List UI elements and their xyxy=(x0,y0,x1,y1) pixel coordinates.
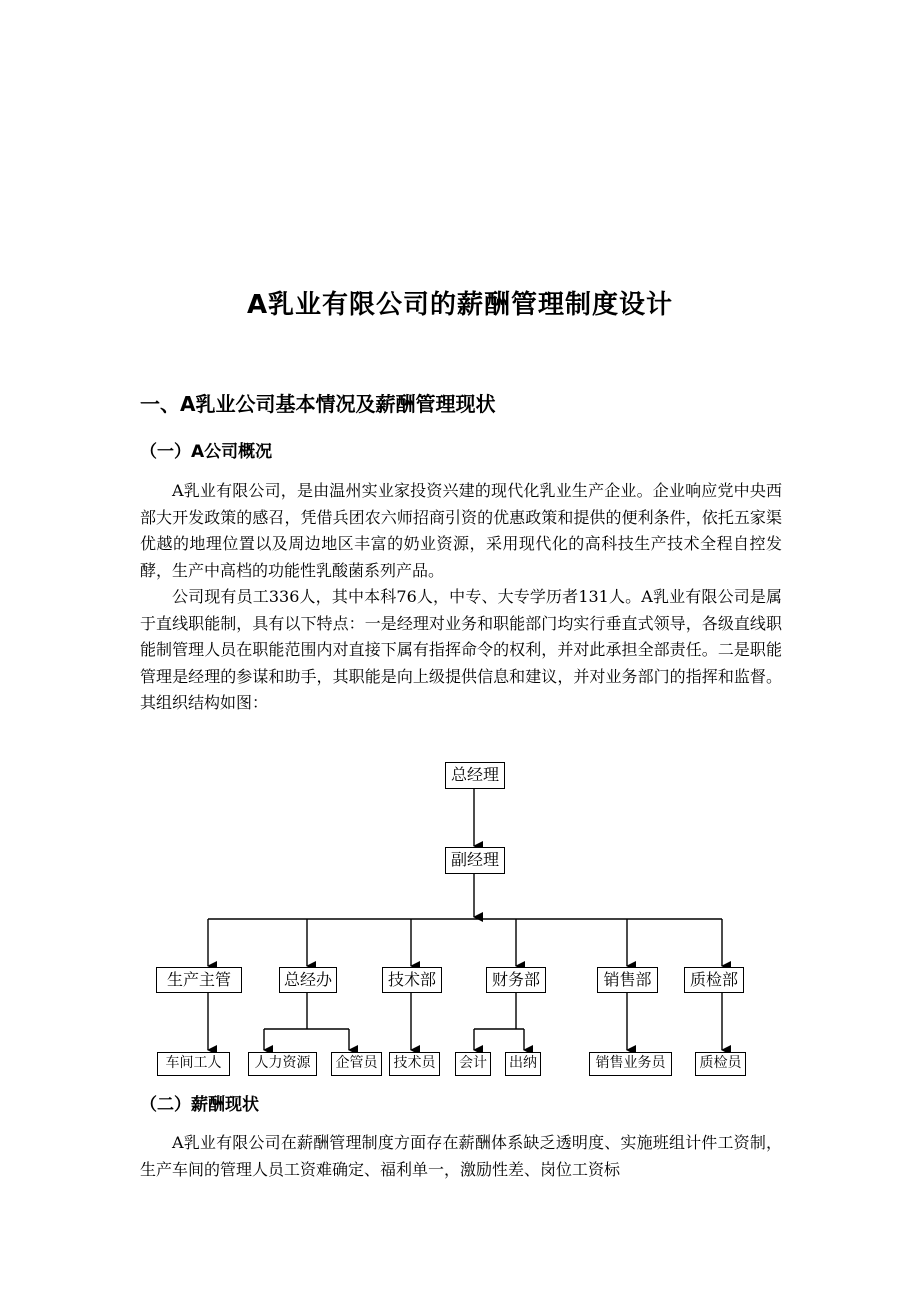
org-node-sales-rep: 销售业务员 xyxy=(589,1052,672,1076)
org-node-production-manager: 生产主管 xyxy=(156,967,242,993)
org-node-ceo: 总经理 xyxy=(445,762,505,789)
document-title: A乳业有限公司的薪酬管理制度设计 xyxy=(246,290,674,320)
subsection-heading-salary-status: （二）薪酬现状 xyxy=(140,1095,259,1115)
section-heading-1: 一、A乳业公司基本情况及薪酬管理现状 xyxy=(140,392,496,416)
org-node-admin-staff: 企管员 xyxy=(331,1052,382,1076)
paragraph-org-structure: 公司现有员工336人，其中本科76人，中专、大专学历者131人。A乳业有限公司是属于直线职能制，具有以下特点：一是经理对业务和职能部门均实行垂直式领导，各级直线职能制管理人员在职能范围内对直接下属有指挥命令的权利，并对此承担全部责任。二是职能管理是经理的参谋和助手，其职能是向上级提供信息和建议，并对业务部门的指挥和监督。其组织结构如图： xyxy=(140,587,782,712)
org-node-tech-dept: 技术部 xyxy=(382,967,442,993)
org-node-accountant: 会计 xyxy=(455,1052,491,1076)
org-node-finance-dept: 财务部 xyxy=(486,967,546,993)
org-node-technician: 技术员 xyxy=(389,1052,440,1076)
org-node-hr: 人力资源 xyxy=(248,1052,317,1076)
org-node-cashier: 出纳 xyxy=(505,1052,541,1076)
org-node-qc-dept: 质检部 xyxy=(684,967,744,993)
org-node-vp: 副经理 xyxy=(445,847,505,874)
paragraph-company-intro: A乳业有限公司，是由温州实业家投资兴建的现代化乳业生产企业。企业响应党中央西部大开发政策的感召，凭借兵团农六师招商引资的优惠政策和提供的便利条件，依托五家渠优越的地理位置以及周边地区丰富的奶业资源，采用现代化的高科技生产技术全程自控发酵，生产中高档的功能性乳酸菌系列产品。 xyxy=(140,481,782,580)
org-node-workshop-workers: 车间工人 xyxy=(157,1052,230,1076)
org-node-general-office: 总经办 xyxy=(279,967,337,993)
subsection-heading-overview: （一）A公司概况 xyxy=(140,442,273,462)
paragraph-salary-status: A乳业有限公司在薪酬管理制度方面存在薪酬体系缺乏透明度、实施班组计件工资制，生产车间的管理人员工资难确定、福利单一，激励性差、岗位工资标 xyxy=(140,1133,782,1179)
org-node-inspector: 质检员 xyxy=(695,1052,746,1076)
org-node-sales-dept: 销售部 xyxy=(597,967,658,993)
